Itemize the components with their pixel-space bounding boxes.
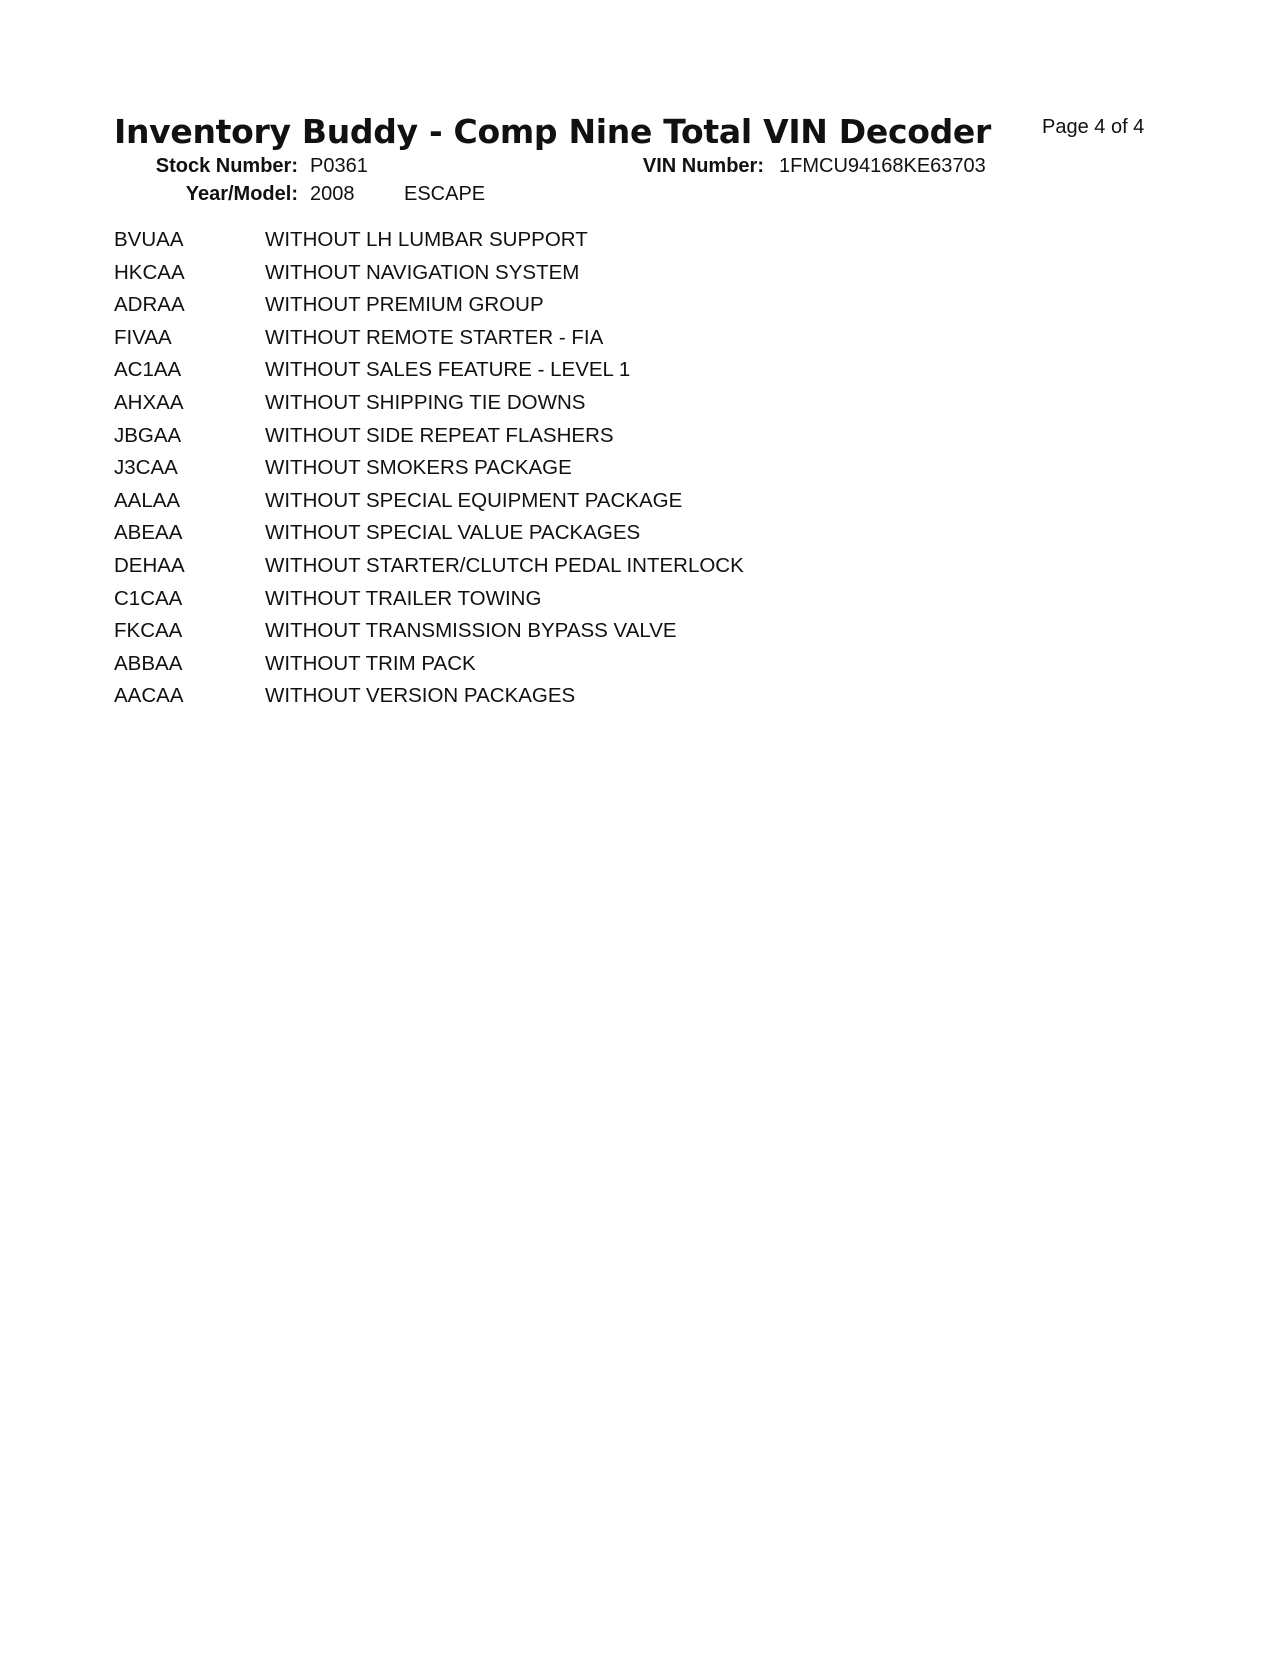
option-row — [114, 358, 744, 391]
option-description: WITHOUT NAVIGATION SYSTEM — [265, 260, 580, 284]
option-row — [114, 619, 744, 652]
option-description: WITHOUT LH LUMBAR SUPPORT — [265, 228, 588, 251]
option-row — [114, 424, 744, 457]
document-title: Inventory Buddy - Comp Nine Total VIN Decoder — [114, 112, 991, 151]
option-description: WITHOUT TRAILER TOWING — [265, 586, 542, 610]
option-description: WITHOUT SALES FEATURE - LEVEL 1 — [265, 358, 631, 382]
option-row — [114, 261, 744, 294]
option-description: WITHOUT SPECIAL VALUE PACKAGES — [265, 521, 641, 545]
option-description: WITHOUT SMOKERS PACKAGE — [265, 456, 572, 480]
option-row — [114, 228, 744, 261]
option-code: AALAA — [114, 488, 181, 512]
option-row — [114, 456, 744, 489]
option-description: WITHOUT VERSION PACKAGES — [265, 684, 576, 708]
option-code: FKCAA — [114, 619, 183, 643]
page-indicator: Page 4 of 4 — [1042, 116, 1145, 138]
option-description: WITHOUT SPECIAL EQUIPMENT PACKAGE — [265, 488, 683, 512]
option-description: WITHOUT SIDE REPEAT FLASHERS — [265, 423, 614, 447]
option-code: ADRAA — [114, 293, 185, 317]
option-row — [114, 554, 744, 587]
options-list — [114, 228, 744, 717]
stock-number-label: Stock Number: — [155, 155, 298, 177]
option-description: WITHOUT STARTER/CLUTCH PEDAL INTERLOCK — [265, 553, 744, 577]
vin-number-value: 1FMCU94168KE63703 — [779, 155, 986, 177]
option-code: ABBAA — [114, 651, 183, 675]
option-row — [114, 652, 744, 685]
option-code: J3CAA — [114, 456, 178, 480]
option-row — [114, 489, 744, 522]
option-code: FIVAA — [114, 325, 172, 349]
stock-number-value: P0361 — [310, 155, 368, 177]
option-row — [114, 521, 744, 554]
option-description: WITHOUT PREMIUM GROUP — [265, 293, 544, 317]
year-value: 2008 — [310, 183, 355, 205]
option-row — [114, 587, 744, 620]
option-description: WITHOUT TRIM PACK — [265, 651, 476, 675]
option-description: WITHOUT TRANSMISSION BYPASS VALVE — [265, 619, 677, 643]
option-code: ABEAA — [114, 521, 183, 545]
option-code: AHXAA — [114, 390, 184, 414]
option-row — [114, 684, 744, 717]
option-code: AC1AA — [114, 358, 182, 382]
option-description: WITHOUT SHIPPING TIE DOWNS — [265, 390, 586, 414]
option-code: HKCAA — [114, 260, 185, 284]
model-value: ESCAPE — [404, 183, 486, 205]
option-code: C1CAA — [114, 586, 183, 610]
option-code: DEHAA — [114, 553, 185, 577]
option-row — [114, 326, 744, 359]
option-code: AACAA — [114, 684, 184, 708]
option-code: JBGAA — [114, 423, 182, 447]
vin-number-label: VIN Number: — [642, 155, 764, 177]
option-row — [114, 293, 744, 326]
option-row — [114, 391, 744, 424]
option-code: BVUAA — [114, 228, 184, 251]
option-description: WITHOUT REMOTE STARTER - FIA — [265, 325, 604, 349]
year-model-label: Year/Model: — [185, 183, 298, 205]
